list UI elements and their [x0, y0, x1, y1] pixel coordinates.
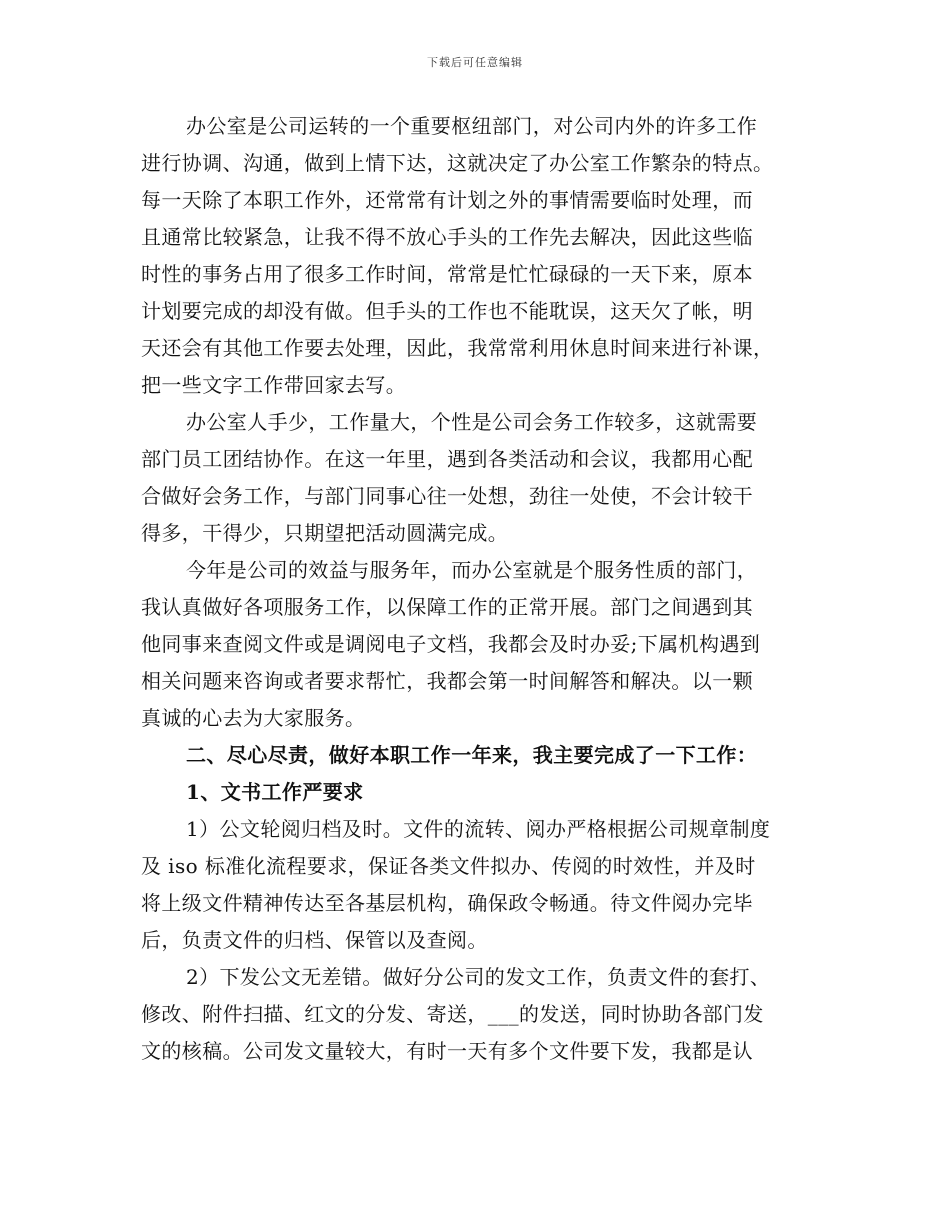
- text-line: 办公室是公司运转的一个重要枢纽部门，对公司内外的许多工作: [186, 114, 758, 138]
- paragraph-document-circulation: [141, 811, 821, 959]
- text-line: 得多，干得少，只期望把活动圆满完成。: [141, 521, 509, 545]
- text-line: 且通常比较紧急，让我不得不放心手头的工作先去解决，因此这些临: [141, 225, 753, 249]
- text-line: 进行协调、沟通，做到上情下达，这就决定了办公室工作繁杂的特点。: [141, 151, 774, 175]
- text-line: 部门员工团结协作。在这一年里，遇到各类活动和会议，我都用心配: [141, 447, 753, 471]
- text-line: 他同事来查阅文件或是调阅电子文档，我都会及时办妥;下属机构遇到: [141, 632, 761, 656]
- section-heading: 二、尽心尽责，做好本职工作一年来，我主要完成了一下工作：: [186, 743, 758, 767]
- text-line: 把一些文字工作带回家去写。: [141, 373, 407, 397]
- text-line: 办公室人手少，工作量大，个性是公司会务工作较多，这就需要: [186, 410, 758, 434]
- text-line: 2）下发公文无差错。做好分公司的发文工作，负责文件的套打、: [186, 965, 771, 989]
- text-line: 文的核稿。公司发文量较大，有时一天有多个文件要下发，我都是认: [141, 1039, 753, 1063]
- text-line: 相关问题来咨询或者要求帮忙，我都会第一时间解答和解决。以一颗: [141, 669, 753, 693]
- text-line: 天还会有其他工作要去处理，因此，我常常利用休息时间来进行补课，: [141, 336, 774, 360]
- text-line: 修改、附件扫描、红文的分发、寄送，___的发送，同时协助各部门发: [141, 1002, 764, 1026]
- text-line: 将上级文件精神传达至各基层机构，确保政令畅通。待文件阅办完毕: [141, 891, 753, 915]
- paragraph-office-role: [141, 108, 821, 404]
- text-line: 1）公文轮阅归档及时。文件的流转、阅办严格根据公司规章制度: [186, 817, 771, 841]
- subsection-heading: 1、文书工作严要求: [186, 780, 364, 804]
- text-line: 后，负责文件的归档、保管以及查阅。: [141, 928, 488, 952]
- page-header: 下载后可任意编辑: [427, 56, 523, 69]
- text-line: 合做好会务工作，与部门同事心往一处想，劲往一处使，不会计较干: [141, 484, 753, 508]
- paragraph-teamwork: [141, 404, 821, 552]
- text-line: 时性的事务占用了很多工作时间，常常是忙忙碌碌的一天下来，原本: [141, 262, 753, 286]
- text-line: 真诚的心去为大家服务。: [141, 706, 366, 730]
- paragraph-service: [141, 552, 821, 737]
- text-line: 每一天除了本职工作外，还常常有计划之外的事情需要临时处理，而: [141, 188, 753, 212]
- paragraph-document-issuing: [141, 959, 821, 1070]
- text-line: 及 iso 标准化流程要求，保证各类文件拟办、传阅的时效性，并及时: [141, 854, 756, 878]
- document-body: [141, 108, 821, 1070]
- text-line: 我认真做好各项服务工作，以保障工作的正常开展。部门之间遇到其: [141, 595, 753, 619]
- text-line: 计划要完成的却没有做。但手头的工作也不能耽误，这天欠了帐，明: [141, 299, 753, 323]
- text-line: 今年是公司的效益与服务年，而办公室就是个服务性质的部门，: [186, 558, 758, 582]
